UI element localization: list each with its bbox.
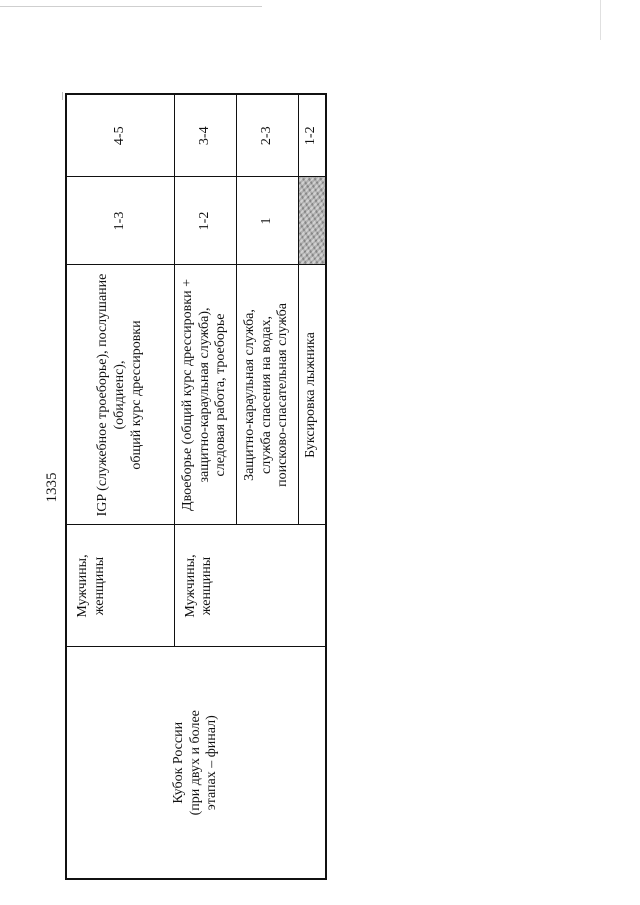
rank-cell: 4-5	[66, 94, 174, 177]
competition-cell: Кубок России (при двух и более этапах – финал)	[66, 647, 326, 879]
rank-cell: 2-3	[236, 94, 298, 177]
rank-cell: 1-2	[298, 94, 326, 177]
page-number: 1335	[44, 472, 60, 503]
table-row	[66, 94, 174, 879]
places-cell: 1-3	[66, 177, 174, 265]
participants-cell: Мужчины, женщины	[174, 525, 326, 647]
places-cell: 1	[236, 177, 298, 265]
sports-rank-table	[65, 93, 327, 880]
discipline-cell: Защитно-караульная служба, служба спасения на водах, поисково-спасательная служба	[236, 265, 298, 525]
participants-cell: Мужчины, женщины	[66, 525, 174, 647]
rotated-page	[40, 95, 319, 880]
discipline-cell: Буксировка лыжника	[298, 265, 326, 525]
scan-edge-line	[0, 6, 262, 7]
rank-cell: 3-4	[174, 94, 236, 177]
places-cell: 1-2	[174, 177, 236, 265]
discipline-cell: Двоеборье (общий курс дрессировки + защитно-караульная служба), следовая работа, троеборье	[174, 265, 236, 525]
discipline-cell: IGP (служебное троеборье), послушание (обидиенс), общий курс дрессировки	[66, 265, 174, 525]
places-cell-shaded	[298, 177, 326, 265]
scan-edge-line-right	[600, 0, 601, 40]
